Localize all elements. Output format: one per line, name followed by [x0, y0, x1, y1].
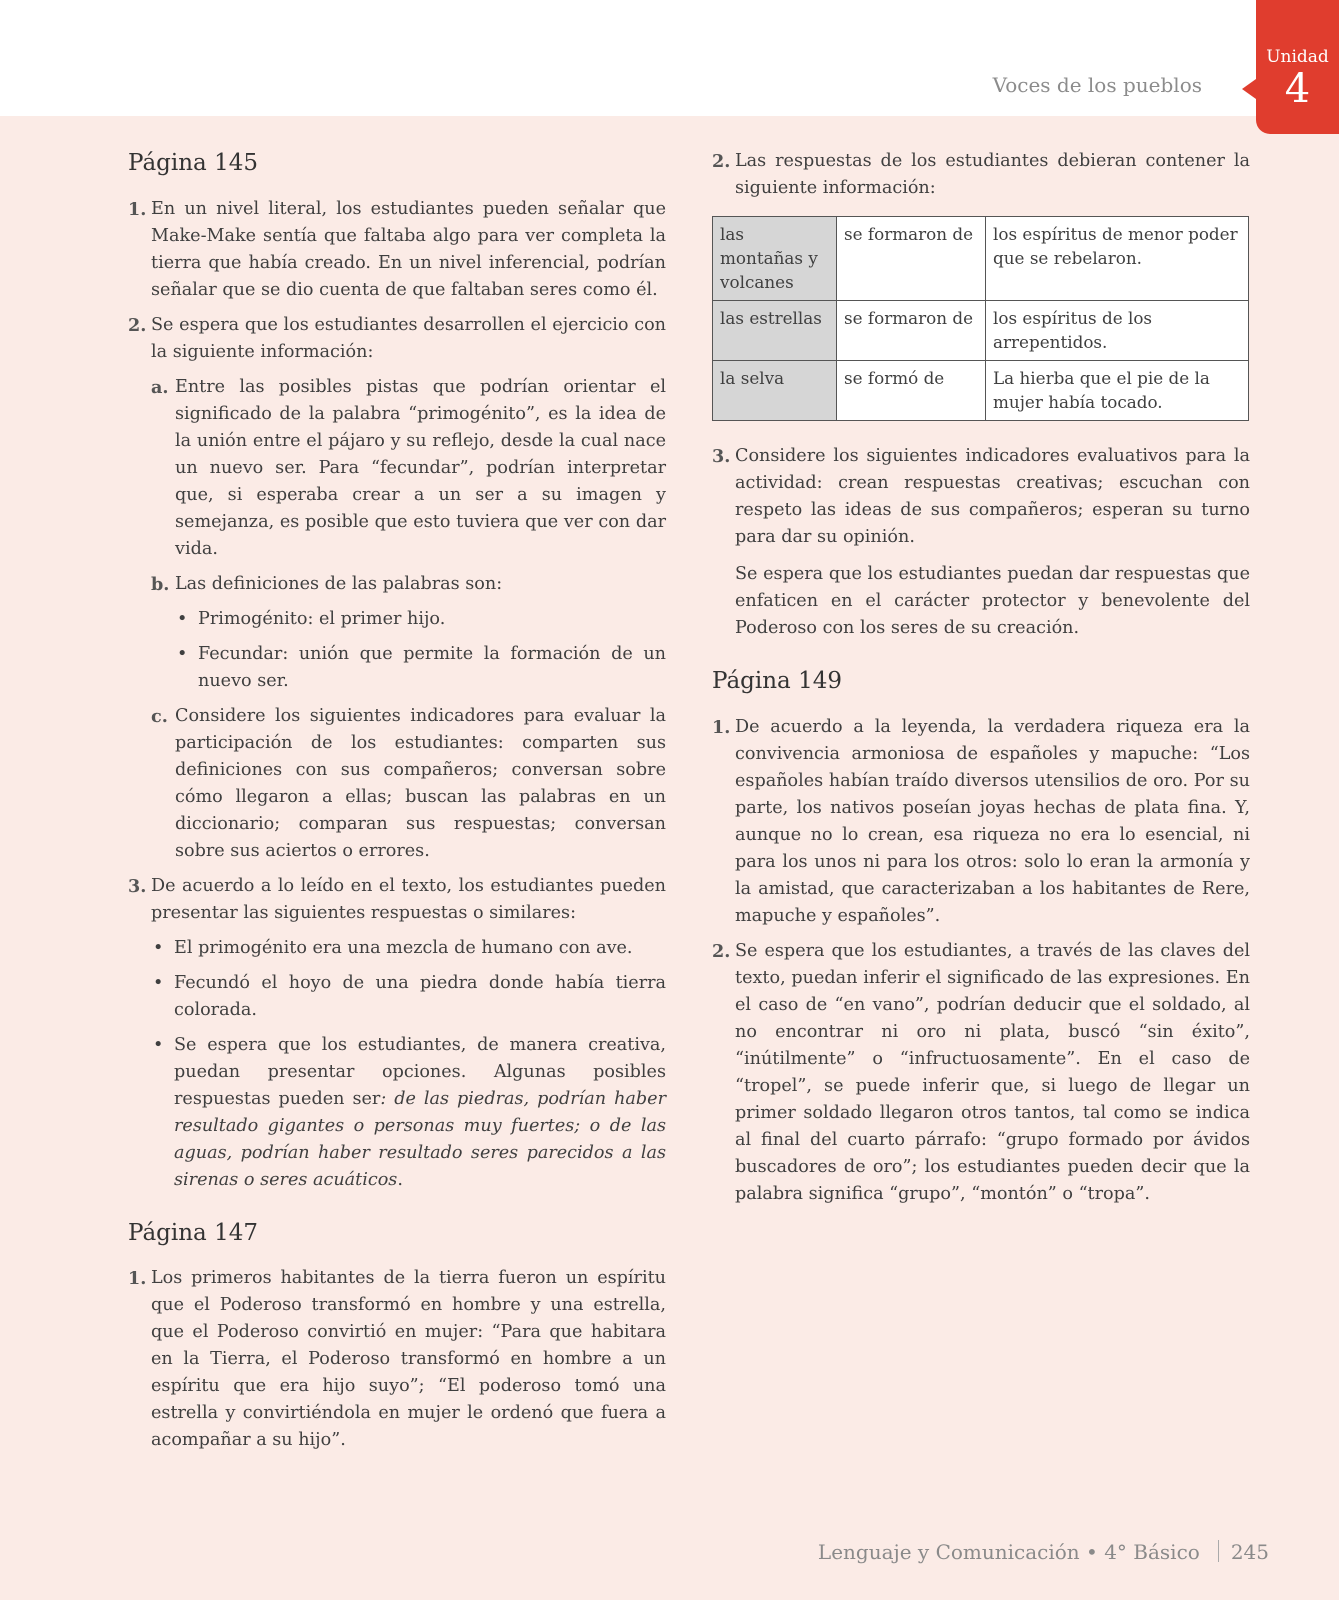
answer-item — [128, 312, 666, 865]
bullet-text-italic: : de las piedras, podrían haber resultado gigantes o personas muy fuertes; o de las aguas, podrían haber resultado seres parecidos a las sirenas o seres acuáticos — [174, 1088, 666, 1190]
answer-item — [128, 196, 666, 304]
sub-item-text: Considere los siguientes indicadores para evaluar la participación de los estudiantes: comparten sus definiciones con sus compañeros; conversan sobre cómo llegaron a ellas; buscan las palabras en un diccionario; comparan sus respuestas; conversan sobre sus aciertos o errores. — [175, 705, 666, 861]
answer-item — [712, 938, 1250, 1208]
table-cell: se formaron de — [837, 217, 986, 301]
bullet-item — [175, 606, 666, 633]
table-cell: se formó de — [837, 361, 986, 421]
section-heading-page-145: Página 145 — [128, 150, 258, 176]
answer-item — [712, 443, 1250, 642]
bullet-text: Fecundar: unión que permite la formación de un nuevo ser. — [198, 643, 666, 691]
page-footer — [818, 1540, 1269, 1564]
bullet-text: El primogénito era una mezcla de humano con ave. — [174, 937, 633, 958]
item-number: 2. — [712, 940, 731, 962]
bullet-icon: • — [153, 1034, 164, 1055]
item-number: 1. — [128, 1268, 147, 1290]
bullet-icon: • — [177, 608, 188, 629]
item-number: 1. — [128, 198, 147, 220]
book-title: Lenguaje y Comunicación • 4° Básico — [817, 1540, 1200, 1564]
sub-item-text: Entre las posibles pistas que podrían orientar el significado de la palabra “primogénito”, es la idea de la unión entre el pájaro y su reflejo, desde la cual nace un nuevo ser. Para “fecundar”, podrían interpretar que, si esperaba crear a un ser a su imagen y semejanza, es posible que esto tuviera que ver con dar vida. — [175, 376, 666, 559]
item-paragraph: Se espera que los estudiantes puedan dar respuestas que enfaticen en el carácter protector y benevolente del Poderoso con los seres de su creación. — [735, 564, 1250, 638]
page-header — [0, 0, 1339, 116]
answer-item — [128, 1265, 666, 1454]
table-cell: La hierba que el pie de la mujer había tocado. — [986, 361, 1249, 421]
bullet-list — [151, 935, 666, 1194]
table-cell: los espíritus de los arrepentidos. — [986, 301, 1249, 361]
item-number: 2. — [712, 151, 731, 172]
item-text: Los primeros habitantes de la tierra fueron un espíritu que el Poderoso transformó en hombre y una estrella, que el Poderoso convirtió en mujer: “Para que habitara en la Tierra, el Poderoso transformó en hombre a un espíritu que era hijo suyo”; “El poderoso tomó una estrella y convirtiéndola en mujer le ordenó que fuera a acompañar a su hijo”. — [151, 1268, 666, 1451]
table-row — [713, 361, 1249, 421]
bullet-list — [175, 606, 666, 695]
item-number: 3. — [128, 875, 147, 897]
left-column — [128, 150, 666, 1462]
footer-divider — [1218, 1540, 1219, 1562]
bullet-icon: • — [177, 643, 188, 664]
item-number: 2. — [128, 314, 147, 336]
item-text: Las respuestas de los estudiantes debieran contener la siguiente información: — [735, 151, 1250, 198]
section-heading-page-147: Página 147 — [128, 1219, 258, 1246]
bullet-item — [151, 935, 666, 962]
bullet-text-end: . — [397, 1169, 403, 1190]
table-cell: se formaron de — [837, 301, 986, 361]
item-text: En un nivel literal, los estudiantes pueden señalar que Make-Make sentía que faltaba algo para ver completa la tierra que había creado. En un nivel inferencial, podrían señalar que se dio cuenta de que faltaban seres como él. — [151, 198, 666, 300]
bullet-item — [175, 641, 666, 695]
table-cell: los espíritus de menor poder que se rebelaron. — [986, 217, 1249, 301]
sub-item — [151, 703, 666, 865]
sub-item — [151, 374, 666, 563]
sub-item-letter: b. — [151, 573, 170, 595]
section-title: Voces de los pueblos — [992, 73, 1202, 97]
page-number: 245 — [1230, 1540, 1269, 1564]
bullet-text: Se espera que los estudiantes, de manera creativa, puedan presentar opciones. Algunas posibles respuestas pueden ser — [174, 1034, 666, 1109]
sub-item — [151, 571, 666, 695]
table-row — [713, 301, 1249, 361]
bullet-item — [151, 970, 666, 1024]
right-column — [712, 148, 1250, 1216]
answer-item — [712, 714, 1250, 930]
item-text: De acuerdo a lo leído en el texto, los estudiantes pueden presentar las siguientes respuestas o similares: — [151, 875, 666, 923]
bullet-text: Fecundó el hoyo de una piedra donde había tierra colorada. — [174, 972, 666, 1020]
bullet-icon: • — [153, 972, 164, 993]
answer-item — [128, 873, 666, 1194]
item-text: Considere los siguientes indicadores evaluativos para la actividad: crean respuestas creativas; escuchan con respeto las ideas de sus compañeros; esperan su turno para dar su opinión. — [735, 446, 1250, 547]
item-number: 3. — [712, 446, 731, 467]
table-row — [713, 217, 1249, 301]
table-cell: las estrellas — [713, 301, 837, 361]
item-number: 1. — [712, 716, 731, 738]
sub-item-text: Las definiciones de las palabras son: — [175, 573, 503, 594]
bullet-item — [151, 1032, 666, 1194]
info-table — [712, 216, 1249, 421]
bullet-text: Primogénito: el primer hijo. — [198, 608, 446, 629]
unit-tab — [1256, 0, 1339, 134]
unit-tab-notch — [1242, 79, 1256, 99]
item-text: Se espera que los estudiantes, a través de las claves del texto, puedan inferir el significado de las expresiones. En el caso de “en vano”, podrían deducir que el soldado, al no encontrar ni oro ni plata, buscó “sin éxito”, “inútilmente” o “infructuosamente”. En el caso de “tropel”, se puede inferir que, si luego de llegar un primer soldado llegaron otros tantos, tal como se indica al final del cuarto párrafo: “grupo formado por ávidos buscadores de oro”; los estudiantes pueden decir que la palabra significa “grupo”, “montón” o “tropa”. — [735, 940, 1250, 1204]
sub-item-letter: a. — [151, 376, 169, 398]
unit-label: Unidad — [1266, 47, 1329, 67]
section-heading-page-149: Página 149 — [712, 668, 842, 694]
unit-number: 4 — [1284, 66, 1311, 112]
answer-item — [712, 148, 1250, 421]
item-text: Se espera que los estudiantes desarrollen el ejercicio con la siguiente información: — [151, 314, 666, 362]
bullet-icon: • — [153, 937, 164, 958]
item-text: De acuerdo a la leyenda, la verdadera riqueza era la convivencia armoniosa de españoles y mapuche: “Los españoles habían traído diversos utensilios de oro. Por su parte, los nativos poseían joyas hechas de plata fina. Y, aunque no lo crean, esa riqueza no era lo esencial, ni para los unos ni para los otros: solo lo eran la armonía y la amistad, que caracterizaban a los habitantes de Rere, mapuche y españoles”. — [735, 716, 1250, 926]
table-cell: la selva — [713, 361, 837, 421]
table-cell: las montañas y volcanes — [713, 217, 837, 301]
sub-item-letter: c. — [151, 705, 168, 727]
